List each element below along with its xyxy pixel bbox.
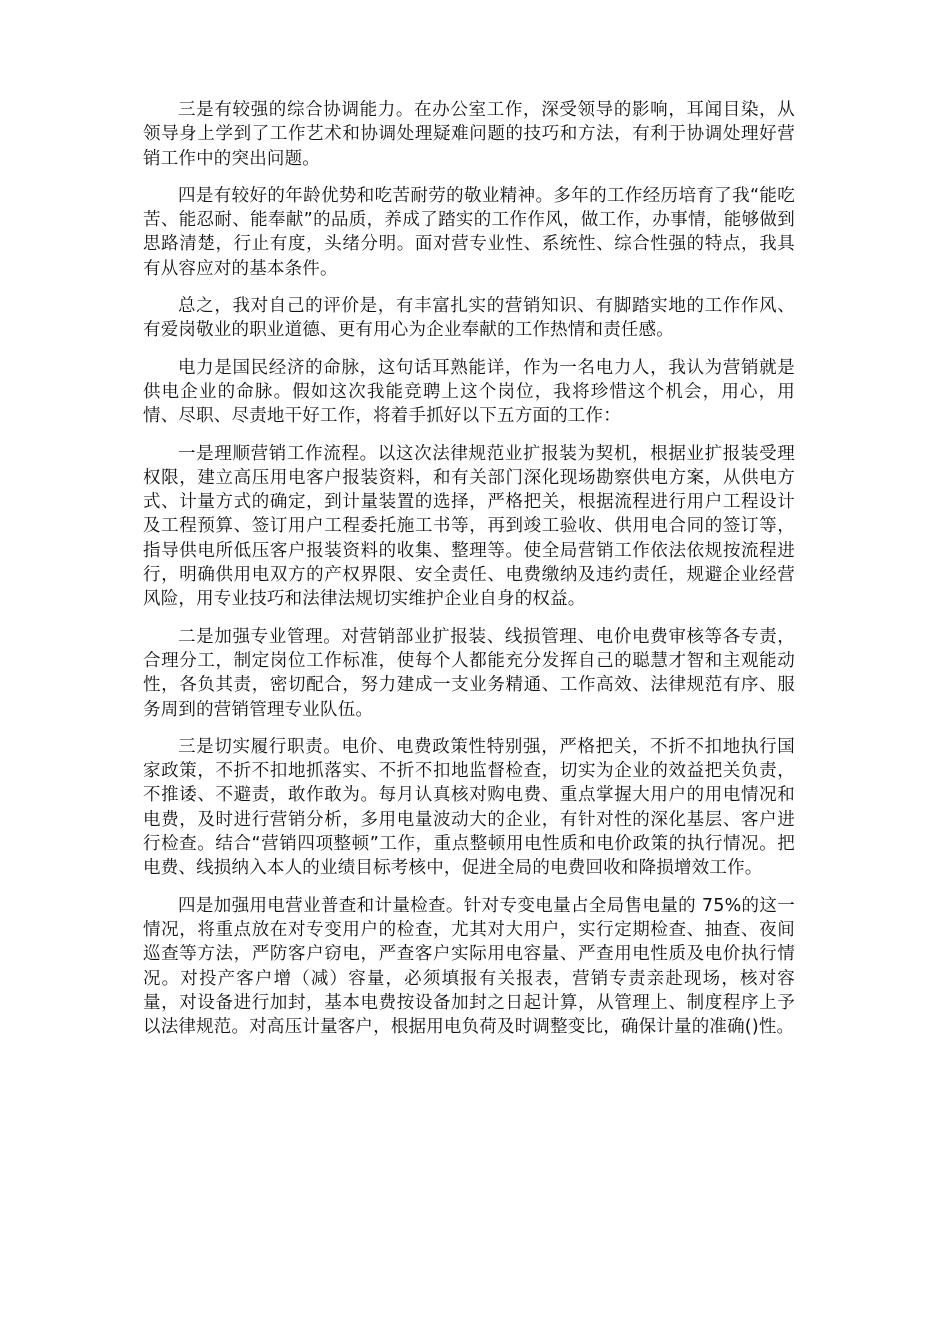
paragraph-coordination-ability: 三是有较强的综合协调能力。在办公室工作，深受领导的影响，耳闻目染，从领导身上学到了工作艺术和协调处理疑难问题的技巧和方法，有利于协调处理好营销工作中的突出问题。 — [143, 100, 795, 169]
paragraph-professional-management: 二是加强专业管理。对营销部业扩报装、线损管理、电价电费审核等各专责，合理分工，制定岗位工作标准，使每个人都能充分发挥自己的聪慧才智和主观能动性，各负其责，密切配合，努力建成一支业务精通、工作高效、法律规范有序、服务周到的营销管理专业队伍。 — [143, 626, 795, 720]
paragraph-duties: 三是切实履行职责。电价、电费政策性特别强，严格把关，不折不扣地执行国家政策，不折不扣地抓落实、不折不扣地监督检查，切实为企业的效益把关负责，不推诿、不避责，敢作敢为。每月认真核对购电费、重点掌握大用户的用电情况和电费，及时进行营销分析，多用电量波动大的企业，有针对性的深化基层、客户进行检查。结合“营销四项整顿”工作，重点整顿用电性质和电价政策的执行情况。把电费、线损纳入本人的业绩目标考核中，促进全局的电费回收和降损增效工作。 — [143, 736, 795, 879]
document-page — [143, 98, 795, 1052]
paragraph-power-lifeline: 电力是国民经济的命脉，这句话耳熟能详，作为一名电力人，我认为营销就是供电企业的命脉。假如这次我能竞聘上这个岗位，我将珍惜这个机会，用心，用情、尽职、尽责地干好工作，将着手抓好以下五方面的工作： — [143, 357, 795, 427]
paragraph-workflow: 一是理顺营销工作流程。以这次法律规范业扩报装为契机，根据业扩报装受理权限，建立高压用电客户报装资料，和有关部门深化现场勘察供电方案，从供电方式、计量方式的确定，到计量装置的选择，严格把关，根据流程进行用户工程设计及工程预算、签订用户工程委托施工书等，再到竣工验收、供用电合同的签订等，指导供电所低压客户报装资料的收集、整理等。使全局营销工作依法依规按流程进行，明确供用电双方的产权界限、安全责任、电费缴纳及违约责任，规避企业经营风险，用专业技巧和法律法规切实维护企业自身的权益。 — [143, 443, 795, 610]
paragraph-inspection: 四是加强用电营业普查和计量检查。针对专变电量占全局售电量的 75%的这一情况，将重点放在对专变用户的检查，尤其对大用户，实行定期检查、抽查、夜间巡查等方法，严防客户窃电，严查客户实际用电容量、严查用电性质及电价执行情况。对投产客户增（减）容量，必须填报有关报表，营销专责亲赴现场，核对容量，对设备进行加封，基本电费按设备加封之日起计算，从管理上、制度程序上予以法律规范。对高压计量客户，根据用电负荷及时调整变比，确保计量的准确()性。 — [143, 895, 795, 1038]
paragraph-self-evaluation: 总之，我对自己的评价是，有丰富扎实的营销知识、有脚踏实地的工作作风、有爱岗敬业的职业道德、更有用心为企业奉献的工作热情和责任感。 — [143, 296, 795, 341]
paragraph-age-advantage: 四是有较好的年龄优势和吃苦耐劳的敬业精神。多年的工作经历培育了我“能吃苦、能忍耐、能奉献”的品质，养成了踏实的工作作风，做工作，办事情，能够做到思路清楚，行止有度，头绪分明。面对营专业性、系统性、综合性强的特点，我具有从容应对的基本条件。 — [143, 185, 795, 279]
